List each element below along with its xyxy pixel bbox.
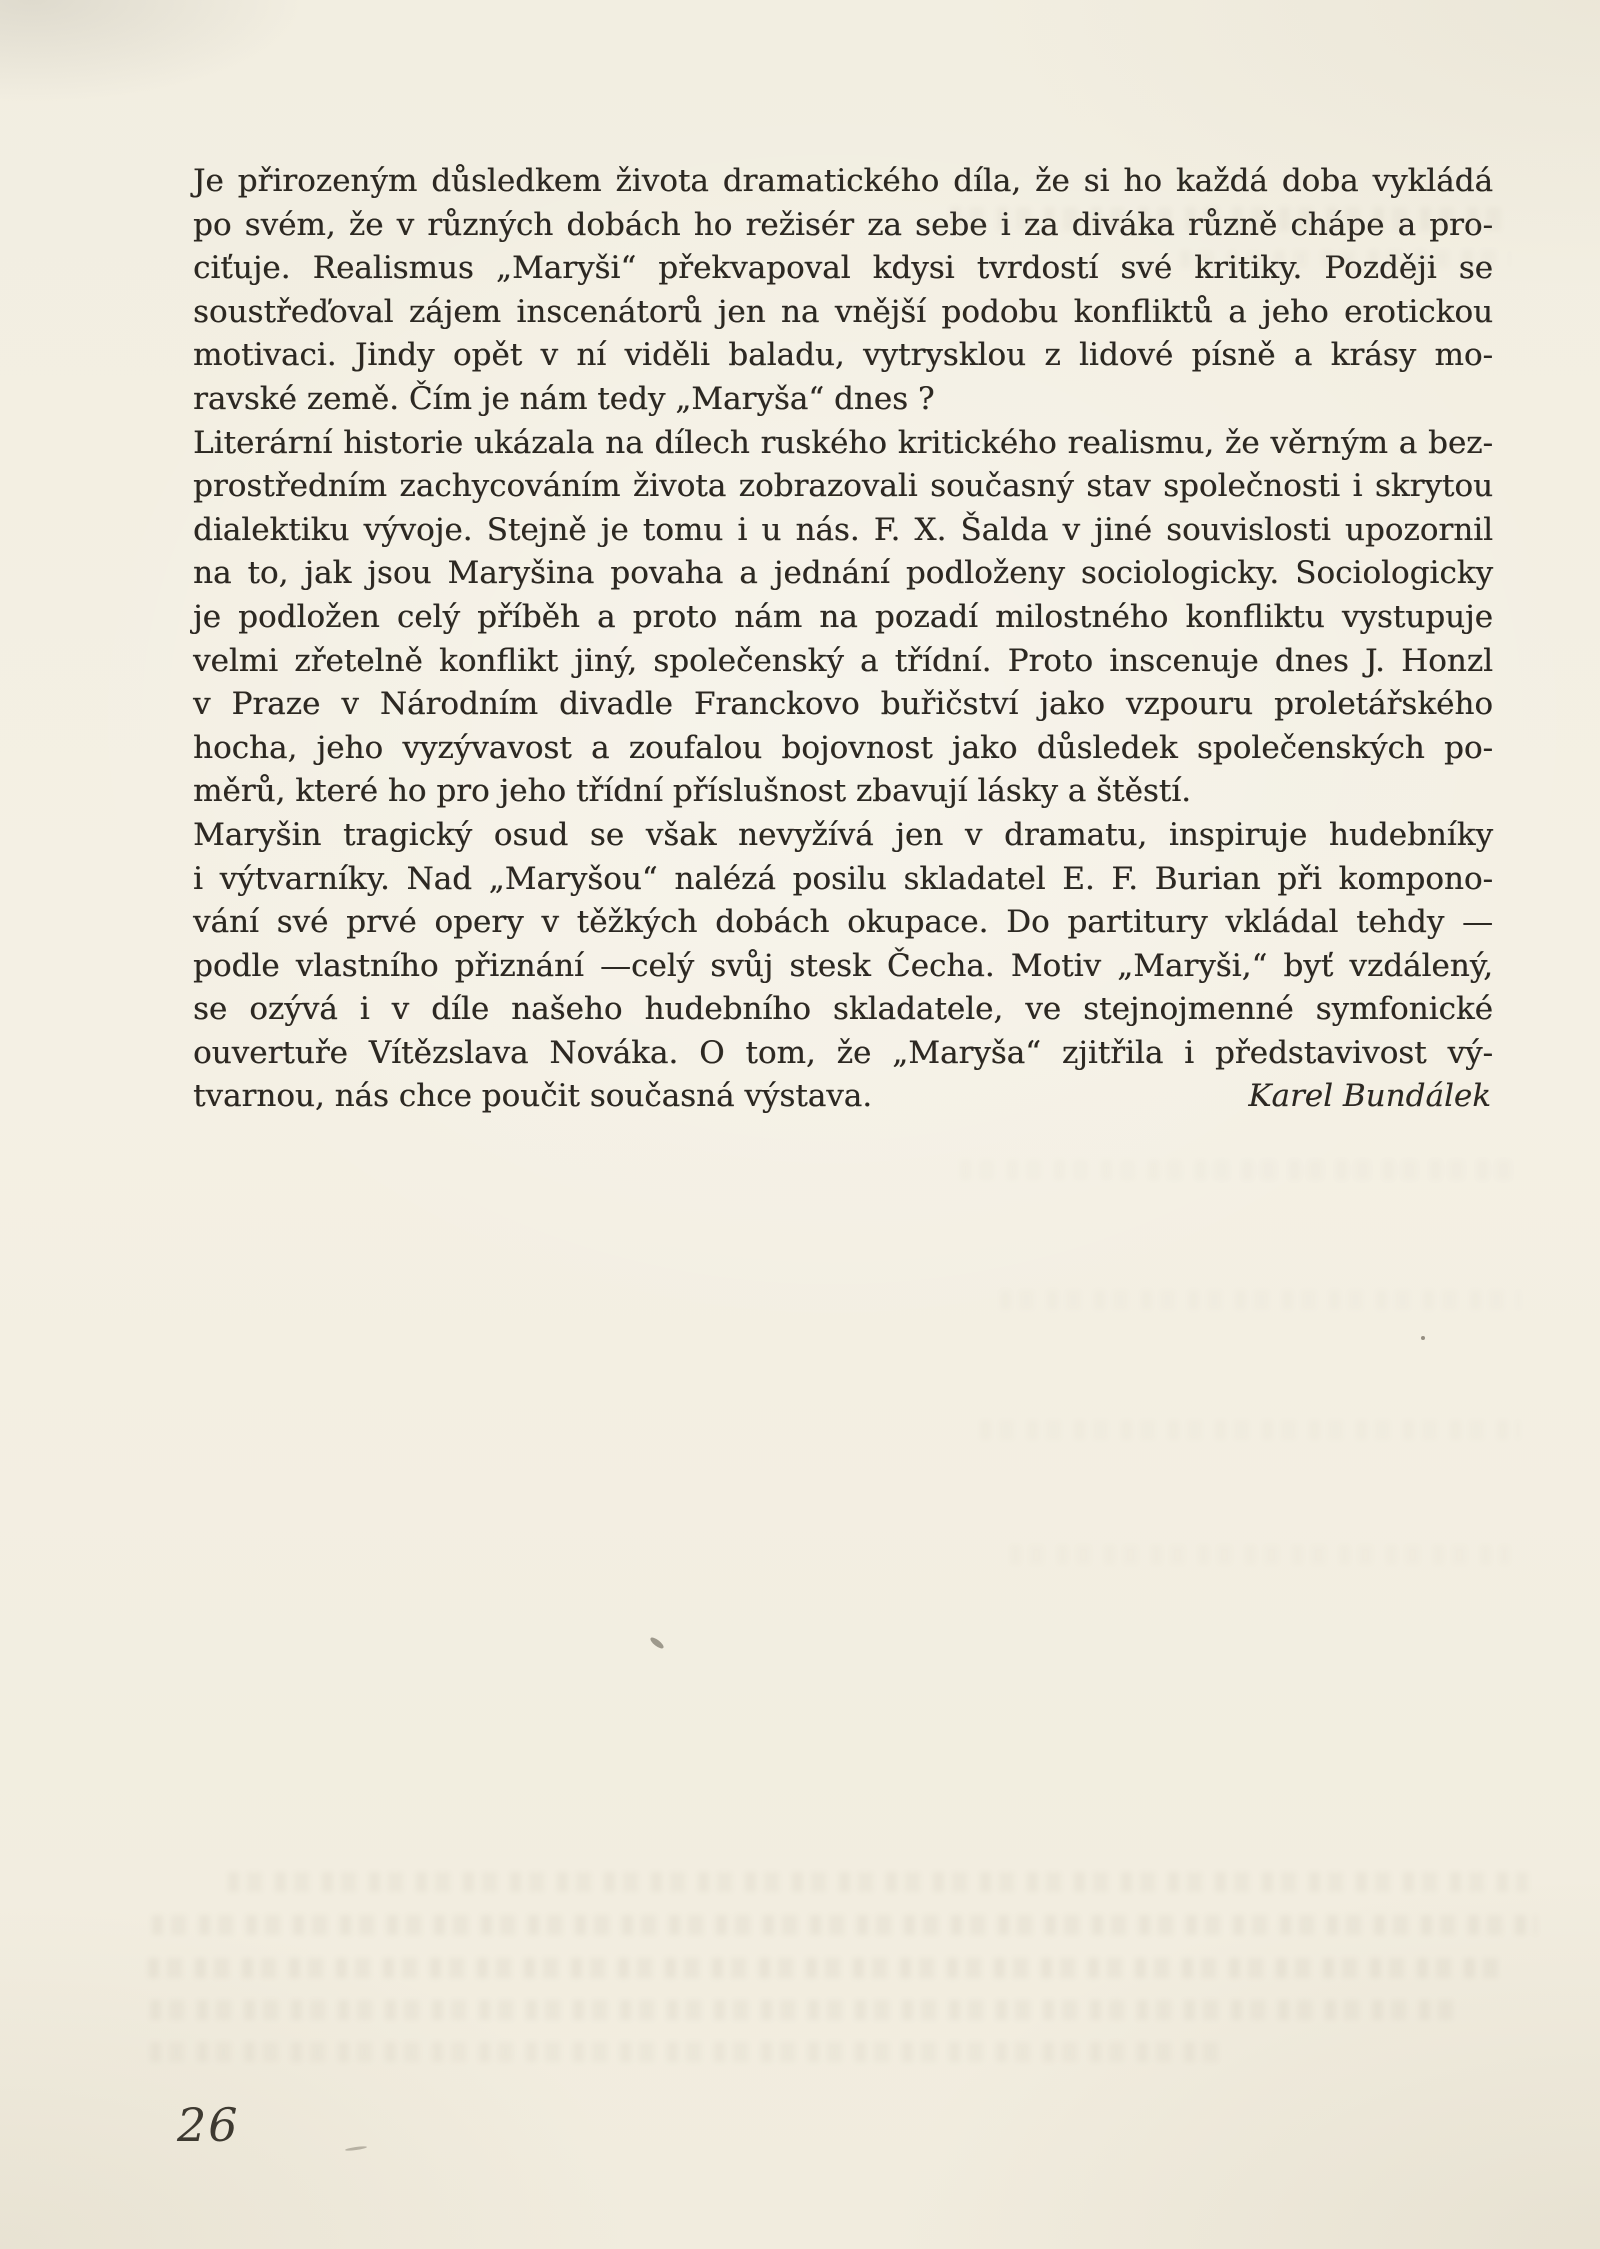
paragraph (193, 160, 1493, 422)
text-line: Maryšin tragický osud se však nevyžívá jen v dramatu, inspiruje hudebníky (193, 816, 1493, 853)
page-number: 26 (177, 2098, 240, 2152)
text-line: ciťuje. Realismus „Maryši“ překvapoval kdysi tvrdostí své kritiky. Později se (193, 250, 1493, 287)
text-line: Literární historie ukázala na dílech ruského kritického realismu, že věrným a bez- (193, 424, 1493, 461)
author-signature: Karel Bundálek (1248, 1078, 1491, 1115)
bleed-through-ghost (980, 1420, 1520, 1440)
text-line: v Praze v Národním divadle Franckovo buřičství jako vzpouru proletářského (193, 686, 1493, 723)
text-line: ravské země. Čím je nám tedy „Maryša“ dnes ? (193, 380, 935, 417)
text-line: dialektiku vývoje. Stejně je tomu i u nás. F. X. Šalda v jiné souvislosti upozornil (193, 511, 1493, 548)
text-line: vání své prvé opery v těžkých dobách okupace. Do partitury vkládal tehdy — (193, 904, 1493, 941)
bleed-through-ghost (960, 1160, 1520, 1180)
paragraph (193, 814, 1493, 1119)
text-line: hocha, jeho vyzývavost a zoufalou bojovnost jako důsledek společenských po- (193, 729, 1493, 766)
bleed-through-ghost (1000, 1290, 1520, 1310)
bleed-through-ghost (150, 2042, 1230, 2062)
text-line: velmi zřetelně konflikt jiný, společenský a třídní. Proto inscenuje dnes J. Honzl (193, 642, 1493, 679)
text-line (193, 1075, 1493, 1119)
text-line: Je přirozeným důsledkem života dramatického díla, že si ho každá doba vykládá (193, 163, 1493, 199)
text-line: měrů, které ho pro jeho třídní příslušnost zbavují lásky a štěstí. (193, 773, 1191, 810)
bleed-through-ghost (148, 1958, 1508, 1978)
text-line: ouvertuře Vítězslava Nováka. O tom, že „Maryša“ zjitřila i představivost vý- (193, 1034, 1493, 1071)
text-line: po svém, že v různých dobách ho režisér za sebe i za diváka různě chápe a pro- (193, 206, 1493, 243)
dust-speck (345, 2145, 367, 2151)
text-line: soustřeďoval zájem inscenátorů jen na vnější podobu konfliktů a jeho erotickou (193, 293, 1493, 330)
text-line: na to, jak jsou Maryšina povaha a jednání podloženy sociologicky. Sociologicky (193, 555, 1493, 592)
bleed-through-ghost (152, 1915, 1537, 1935)
paper-speck (649, 1636, 665, 1651)
text-line: motivaci. Jindy opět v ní viděli baladu, vytrysklou z lidové písně a krásy mo- (193, 337, 1493, 374)
dust-speck (1421, 1336, 1425, 1340)
text-line: se ozývá i v díle našeho hudebního skladatele, ve stejnojmenné symfonické (193, 991, 1493, 1028)
text-line-text: tvarnou, nás chce poučit současná výstava. (193, 1078, 873, 1115)
text-line: je podložen celý příběh a proto nám na pozadí milostného konfliktu vystupuje (193, 598, 1493, 635)
bleed-through-ghost (150, 2000, 1460, 2020)
text-line: prostředním zachycováním života zobrazovali současný stav společnosti i skrytou (193, 468, 1493, 505)
bleed-through-ghost (228, 1872, 1528, 1892)
text-line: i výtvarníky. Nad „Maryšou“ nalézá posilu skladatel E. F. Burian při kompono- (193, 860, 1493, 897)
paragraph (193, 422, 1493, 814)
text-line: podle vlastního přiznání —celý svůj stesk Čecha. Motiv „Maryši,“ byť vzdálený, (193, 947, 1493, 984)
bleed-through-ghost (1010, 1545, 1510, 1565)
body-text (193, 160, 1493, 1119)
